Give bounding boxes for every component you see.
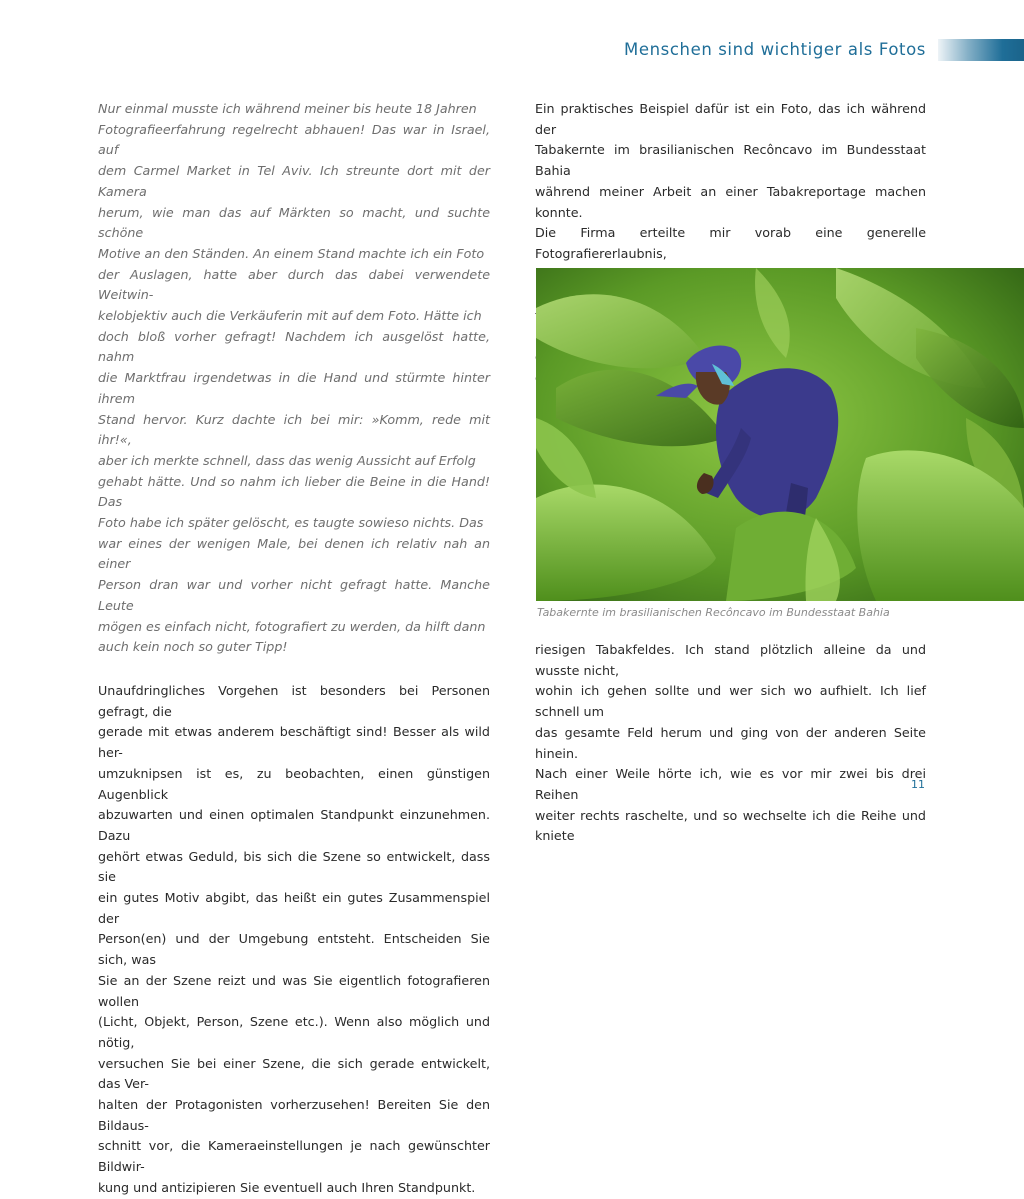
header-accent-bar	[938, 39, 1024, 61]
text-line: Person dran war und vorher nicht gefragt hatte. Manche Leute	[98, 577, 490, 613]
text-line: der Auslagen, hatte aber durch das dabei verwendete Weitwin-	[98, 266, 490, 303]
text-line: das gesamte Feld herum und ging von der anderen Seite hinein.	[535, 724, 926, 761]
text-line: versuchen Sie bei einer Szene, die sich gerade entwickelt, das Ver-	[98, 1055, 490, 1092]
text-line: halten der Protagonisten vorherzusehen! Bereiten Sie den Bildaus-	[98, 1097, 490, 1133]
text-line: (Licht, Objekt, Person, Szene etc.). Wenn also möglich und nötig,	[98, 1014, 490, 1050]
text-line: kelobjektiv auch die Verkäuferin mit auf dem Foto. Hätte ich	[98, 308, 482, 324]
running-header-title: Menschen sind wichtiger als Fotos	[624, 40, 926, 59]
page-number: 11	[911, 778, 925, 791]
text-line: war eines der wenigen Male, bei denen ich relativ nah an einer	[98, 535, 490, 572]
photo-caption: Tabakernte im brasilianischen Recôncavo im Bundesstaat Bahia	[537, 606, 890, 619]
text-line: Stand hervor. Kurz dachte ich bei mir: »Komm, rede mit ihr!«,	[98, 411, 490, 448]
tobacco-harvest-photo	[536, 268, 1024, 601]
text-line: riesigen Tabakfeldes. Ich stand plötzlich alleine da und wusste nicht,	[535, 642, 926, 678]
text-line: Fotografieerfahrung regelrecht abhauen! Das war in Israel, auf	[98, 121, 490, 158]
right-column-bottom	[535, 640, 926, 847]
text-line: gehabt hätte. Und so nahm ich lieber die Beine in die Hand! Das	[98, 473, 490, 510]
anecdote-paragraph	[98, 99, 490, 658]
text-line: Unaufdringliches Vorgehen ist besonders bei Personen gefragt, die	[98, 682, 490, 719]
left-column	[98, 99, 490, 1199]
text-line: dem Carmel Market in Tel Aviv. Ich streunte dort mit der Kamera	[98, 163, 490, 199]
text-line: Motive an den Ständen. An einem Stand machte ich ein Foto	[98, 245, 485, 261]
text-line: wohin ich gehen sollte und wer sich wo aufhielt. Ich lief schnell um	[535, 683, 926, 720]
text-line: weiter rechts raschelte, und so wechselte ich die Reihe und kniete	[535, 807, 926, 844]
text-line: Ein praktisches Beispiel dafür ist ein Foto, das ich während der	[535, 101, 926, 137]
text-line: Person(en) und der Umgebung entsteht. Entscheiden Sie sich, was	[98, 931, 490, 968]
text-line: doch bloß vorher gefragt! Nachdem ich ausgelöst hatte, nahm	[98, 328, 490, 365]
text-line: Die Firma erteilte mir vorab eine generelle Fotografiererlaubnis,	[535, 225, 926, 261]
body-paragraph	[98, 681, 490, 1199]
text-line: während meiner Arbeit an einer Tabakreportage machen konnte.	[535, 183, 926, 220]
paragraph-spacer	[98, 658, 490, 681]
text-line: Nur einmal musste ich während meiner bis heute 18 Jahren	[98, 101, 477, 116]
text-line: herum, wie man das auf Märkten so macht, und suchte schöne	[98, 204, 490, 241]
text-line: mögen es einfach nicht, fotografiert zu werden, da hilft dann	[98, 618, 486, 634]
text-line: abzuwarten und einen optimalen Standpunkt einzunehmen. Dazu	[98, 807, 490, 843]
text-line: Nach einer Weile hörte ich, wie es vor mir zwei bis drei Reihen	[535, 766, 926, 802]
text-line: auch kein noch so guter Tipp!	[98, 639, 288, 655]
text-line: kung und antizipieren Sie eventuell auch Ihren Standpunkt.	[98, 1179, 476, 1195]
text-line: Tabakernte im brasilianischen Recôncavo im Bundesstaat Bahia	[535, 142, 926, 179]
text-line: ein gutes Motiv abgibt, das heißt ein gutes Zusammenspiel der	[98, 890, 490, 926]
text-line: gehört etwas Geduld, bis sich die Szene so entwickelt, dass sie	[98, 848, 490, 885]
text-line: gerade mit etwas anderem beschäftigt sind! Besser als wild her-	[98, 724, 490, 761]
text-line: die Marktfrau irgendetwas in die Hand und stürmte hinter ihrem	[98, 370, 490, 406]
text-line: Sie an der Szene reizt und was Sie eigentlich fotografieren wollen	[98, 972, 490, 1009]
text-line: umzuknipsen ist es, zu beobachten, einen günstigen Augenblick	[98, 765, 490, 802]
text-line: aber ich merkte schnell, dass das wenig Aussicht auf Erfolg	[98, 452, 476, 468]
text-line: Foto habe ich später gelöscht, es taugte sowieso nichts. Das	[98, 515, 484, 531]
text-line: schnitt vor, die Kameraeinstellungen je nach gewünschter Bildwir-	[98, 1138, 490, 1175]
